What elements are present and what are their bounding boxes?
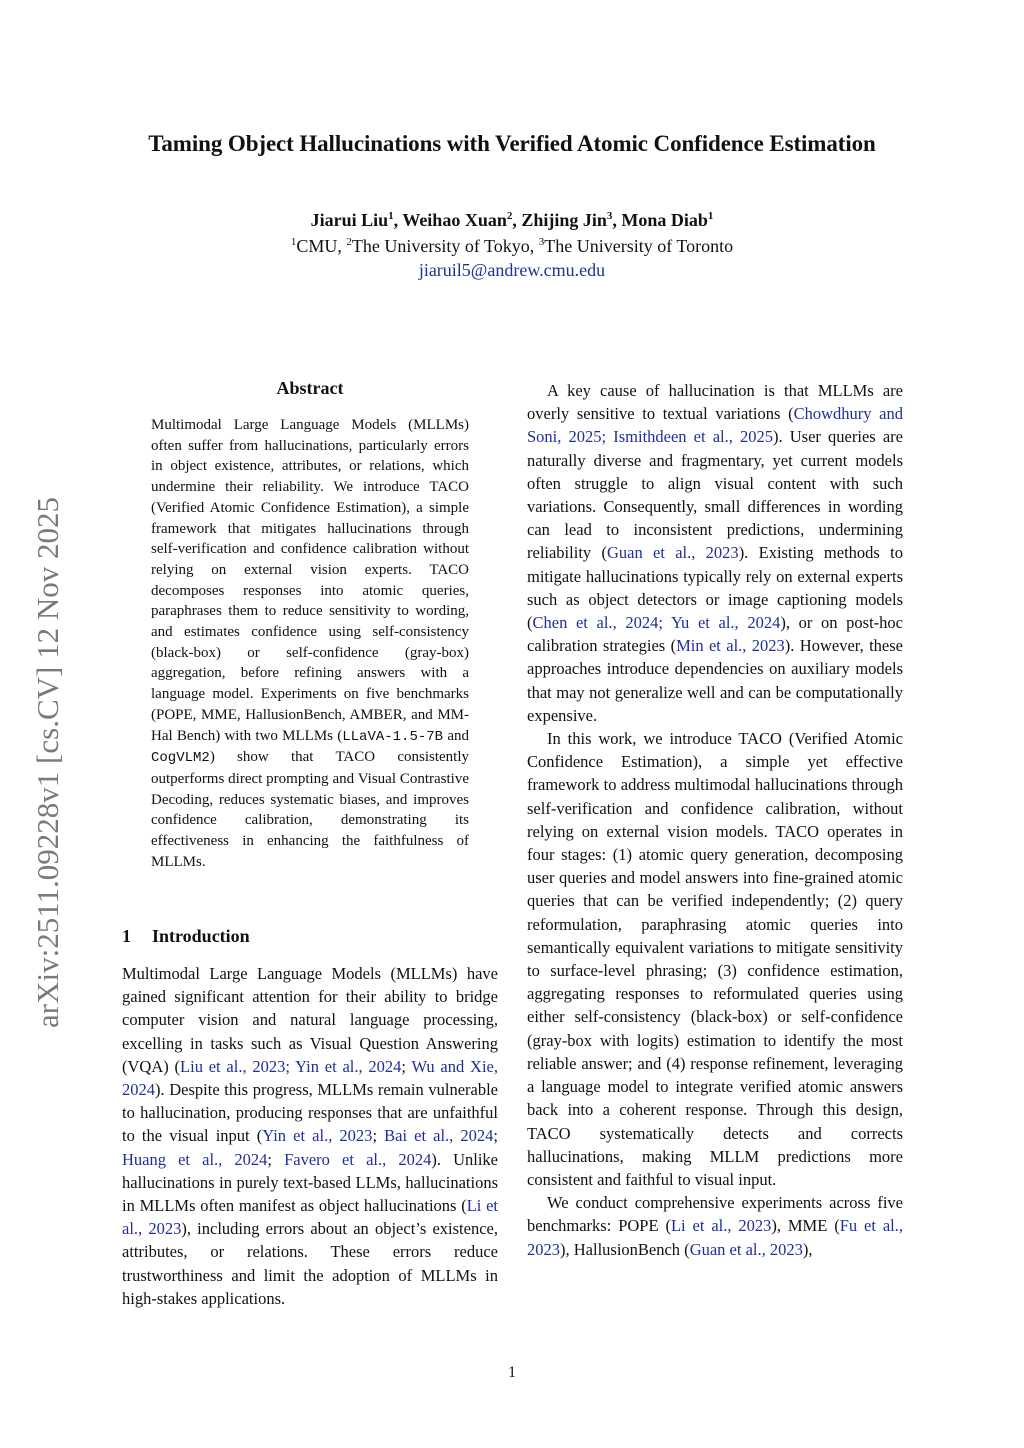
body-text: ). Existing methods to mitigate hallucinations typically rely on external experts such as object detectors or image captioning models ( (527, 543, 903, 633)
body-text: ). Unlike hallucinations in purely text-based LLMs, hallucinations in MLLMs often manifest as object hallucinations ( (122, 1149, 498, 1216)
affiliation-name: CMU (296, 236, 338, 256)
citation-link[interactable]: Chowdhury and Soni, 2025; Ismithdeen et al., 2025 (527, 404, 903, 447)
affiliation-mark: 3 (538, 236, 545, 248)
citation-link[interactable]: Guan et al., 2023 (689, 1239, 803, 1259)
abstract-body (151, 415, 469, 872)
citation-link[interactable]: Bai et al., 2024 (384, 1126, 494, 1146)
affiliation-mark: 2 (346, 236, 352, 248)
body-text: ). Despite this progress, MLLMs remain vulnerable to hallucination, producing responses that are unfaithful to the visual input ( (122, 1080, 498, 1146)
right-column (527, 379, 903, 1261)
author-name: Mona Diab (621, 210, 708, 230)
author-affiliation-mark: 3 (606, 210, 613, 222)
citation-link[interactable]: Li et al., 2023 (670, 1216, 772, 1236)
abstract-heading: Abstract (276, 378, 344, 398)
affiliation-name: The University of Tokyo (351, 236, 530, 256)
citation-link[interactable]: Li et al., 2023 (122, 1196, 499, 1239)
author-affiliation-mark: 2 (506, 210, 513, 222)
author-name: Zhijing Jin (521, 210, 607, 230)
page-number: 1 (508, 1364, 516, 1381)
body-text: ), or on post-hoc calibration strategies ( (527, 613, 903, 656)
section-number: 1 (122, 926, 131, 946)
body-text: ), MME ( (771, 1216, 840, 1236)
affiliation-mark: 1 (290, 236, 297, 248)
body-text: ). However, these approaches introduce dependencies on auxiliary models that may not generalize well and can be computationally expensive. (527, 636, 903, 725)
body-text: We conduct comprehensive experiments across five benchmarks: POPE ( (527, 1193, 903, 1236)
affiliation-list: $^1$CMU, $^2$The University of Tokyo, $^3$The University of Toronto (290, 236, 734, 256)
citation-link[interactable]: Yin et al., 2023 (262, 1126, 373, 1146)
author-affiliation-mark: 1 (388, 210, 394, 222)
citation-link[interactable]: Fu et al., 2023 (527, 1216, 903, 1259)
body-text: ), including errors about an object’s existence, attributes, or relations. These errors reduce trustworthiness and limit the adoption of MLLMs in high-stakes applications. (122, 1219, 498, 1308)
body-text: Multimodal Large Language Models (MLLMs) have gained significant attention for their ability to bridge computer vision and natural language processing, excelling in tasks such as Visual Question Answering (VQA) ( (122, 964, 498, 1076)
body-text: ; (401, 1056, 412, 1076)
body-text: ). User queries are naturally diverse and fragmentary, yet current models often struggle to align visual content with such variations. Consequently, small differences in wording can lead to inconsistent predictions, undermining reliability ( (527, 427, 903, 563)
citation-link[interactable]: Liu et al., 2023; Yin et al., 2024 (180, 1056, 402, 1076)
author-email-link[interactable]: jiaruil5@andrew.cmu.edu (418, 260, 606, 280)
body-text: ; (493, 1126, 498, 1146)
citation-link[interactable]: Chen et al., 2024; Yu et al., 2024 (532, 613, 781, 633)
section-title: Introduction (152, 926, 250, 946)
body-text: ; (267, 1149, 285, 1169)
body-text: ), HallusionBench ( (560, 1239, 690, 1259)
citation-link[interactable]: Min et al., 2023 (676, 636, 785, 656)
body-text: In this work, we introduce TACO (Verified Atomic Confidence Estimation), a simple yet effective framework to address multimodal hallucinations through self-verification and confidence calibration, without relying on external vision models. TACO operates in four stages: (1) atomic query generation, decomposing user queries and model answers into fine-grained atomic queries that can be verified independently; (2) query reformulation, paraphrasing atomic queries into semantically equivalent variations to mitigate sensitivity to surface-level phrasing; (3) confidence estimation, aggregating responses to reformulated queries using either self-consistency (black-box) or self-confidence (gray-box with logits) estimation to identify the most reliable answer; and (4) response refinement, leveraging a language model to integrate verified atomic answers back into a coherent response. Through this design, TACO systematically detects and corrects hallucinations, making MLLM predictions more consistent and faithful to visual input. (527, 729, 903, 1189)
author-name: Jiarui Liu (310, 210, 389, 230)
author-affiliation-mark: 1 (707, 210, 714, 222)
author-list: Jiarui Liu$^1$, Weihao Xuan$^2$, Zhijing Jin$^3$, Mona Diab$^1$ (310, 210, 714, 230)
body-text: ), (802, 1239, 813, 1259)
abstract-text: Multimodal Large Language Models (MLLMs) often suffer from hallucinations, particularly errors in object existence, attributes, or relations, which undermine their reliability. We introduce TACO (Verified Atomic Confidence Estimation), a simple framework that mitigates hallucinations through self-verification and confidence calibration without relying on external vision experts. TACO decomposes responses into atomic queries, paraphrases them to reduce sensitivity to wording, and estimates confidence using self-consistency (black-box) or self-confidence (gray-box) aggregation, before refining answers with a language model. Experiments on five benchmarks (POPE, MME, HallusionBench, AMBER, and MM-Hal Bench) with two MLLMs ( (151, 417, 469, 744)
citation-link[interactable]: Huang et al., 2024 (122, 1149, 268, 1169)
intro-paragraph-1 (122, 962, 498, 1310)
intro-paragraph-4 (527, 1191, 903, 1261)
abstract-text: and (443, 727, 469, 744)
paper-title: Taming Object Hallucinations with Verified Atomic Confidence Estimation (148, 131, 876, 156)
author-name: Weihao Xuan (402, 210, 507, 230)
arxiv-sidebar-stamp: arXiv:2511.09228v1 [cs.CV] 12 Nov 2025 (30, 497, 65, 1028)
citation-link[interactable]: Wu and Xie, 2024 (122, 1056, 498, 1100)
abstract-text: ) show that TACO consistently outperforms direct prompting and Visual Contrastive Decoding, reduces systematic biases, and improves confidence calibration, demonstrating its effectiveness in enhancing the faithfulness of MLLMs. (151, 749, 469, 870)
body-text: A key cause of hallucination is that MLLMs are overly sensitive to textual variations ( (527, 381, 903, 424)
affiliation-name: The University of Toronto (544, 236, 734, 256)
section-heading-introduction (122, 926, 250, 947)
citation-link[interactable]: Favero et al., 2024 (284, 1149, 432, 1169)
intro-paragraph-3 (527, 727, 903, 1191)
model-name: LLaVA-1.5-7B (342, 728, 444, 745)
intro-paragraph-2 (527, 379, 903, 727)
model-name: CogVLM2 (151, 750, 210, 767)
body-text: ; (372, 1126, 385, 1146)
citation-link[interactable]: Guan et al., 2023 (606, 543, 739, 563)
